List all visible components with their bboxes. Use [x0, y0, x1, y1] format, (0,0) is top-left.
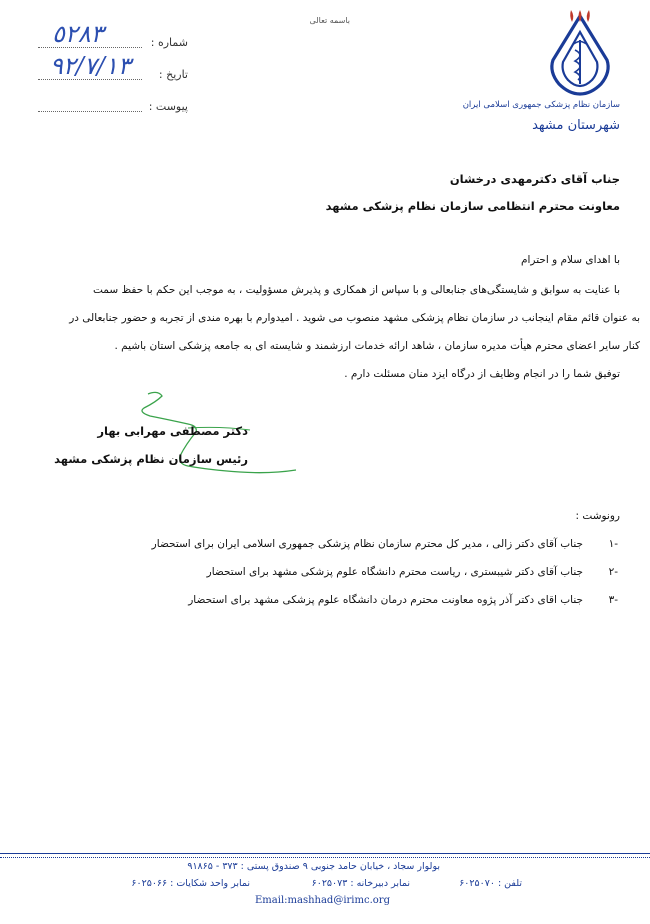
recipient-name: جناب آقای دکترمهدی درخشان: [449, 172, 620, 186]
number-value: ٥٢٨٣: [52, 20, 104, 48]
footer-phone: تلفن : ۶۰۲۵۰۷۰: [459, 878, 522, 889]
medical-council-emblem-icon: [545, 10, 615, 102]
org-logo: [545, 10, 615, 102]
attachment-dots: [38, 110, 142, 112]
body-line: کنار سایر اعضای محترم هیأت مدیره سازمان ، شاهد ارائه خدمات ارزشمند و شایسته ای به جامعه پزشکی استان باشیم .: [114, 340, 640, 352]
greeting: با اهدای سلام و احترام: [521, 254, 620, 266]
cc-item-number: ٣-: [608, 594, 618, 606]
signer-title: رئیس سازمان نظام پزشکی مشهد: [54, 452, 248, 466]
cc-item: جناب آقای دکتر زالی ، مدیر کل محترم سازمان نظام پزشکی جمهوری اسلامی ایران برای استحضار: [151, 538, 583, 550]
signer-name: دکتر مصطفی مهرابی بهار: [97, 424, 248, 438]
cc-label: رونوشت :: [575, 510, 620, 522]
body-line: با عنایت به سوابق و شایستگی‌های جنابعالی و با سپاس از همکاری و پذیرش مسؤولیت ، به موجب این حکم با حفظ سمت: [92, 284, 620, 296]
footer-rule: [0, 853, 650, 854]
org-name: سازمان نظام پزشکی جمهوری اسلامی ایران: [462, 100, 620, 110]
cc-item: جناب آقای دکتر شیبستری ، ریاست محترم دانشگاه علوم پزشکی مشهد برای استحضار: [206, 566, 583, 578]
footer-complaints-fax: نمابر واحد شکایات : ۶۰۲۵۰۶۶: [131, 878, 250, 889]
footer-email[interactable]: Email:mashhad@irimc.org: [255, 895, 390, 906]
footer-rule-dotted: [0, 857, 650, 858]
cc-item-number: ٢-: [608, 566, 618, 578]
recipient-title: معاونت محترم انتظامی سازمان نظام پزشکی مشهد: [325, 199, 620, 213]
date-label: تاریخ :: [158, 68, 188, 81]
body-line: به عنوان قائم مقام اینجانب در سازمان نظام پزشکی مشهد منصوب می شوید . امیدوارم با بهره مندی از تجربه و حضور جنابعالی در: [69, 312, 640, 324]
footer-secretariat-fax: نمابر دبیرخانه : ۶۰۲۵۰۷۳: [311, 878, 410, 889]
org-city: شهرستان مشهد: [532, 118, 620, 133]
date-value: ٩٢/٧/١٣: [50, 52, 131, 80]
number-label: شماره :: [150, 36, 188, 49]
bismillah-text: باسمه تعالی: [309, 16, 350, 25]
attachment-label: پیوست :: [148, 100, 188, 113]
cc-item-number: ١-: [608, 538, 618, 550]
footer-address: بولوار سجاد ، خیابان حامد جنوبی ۹ صندوق پستی : ۳۷۳ - ۹۱۸۶۵: [187, 861, 440, 872]
closing-line: توفیق شما را در انجام وظایف از درگاه ایزد منان مسئلت دارم .: [344, 368, 620, 380]
cc-item: جناب اقای دکتر آذر پژوه معاونت محترم درمان دانشگاه علوم پزشکی مشهد برای استحضار: [188, 594, 583, 606]
